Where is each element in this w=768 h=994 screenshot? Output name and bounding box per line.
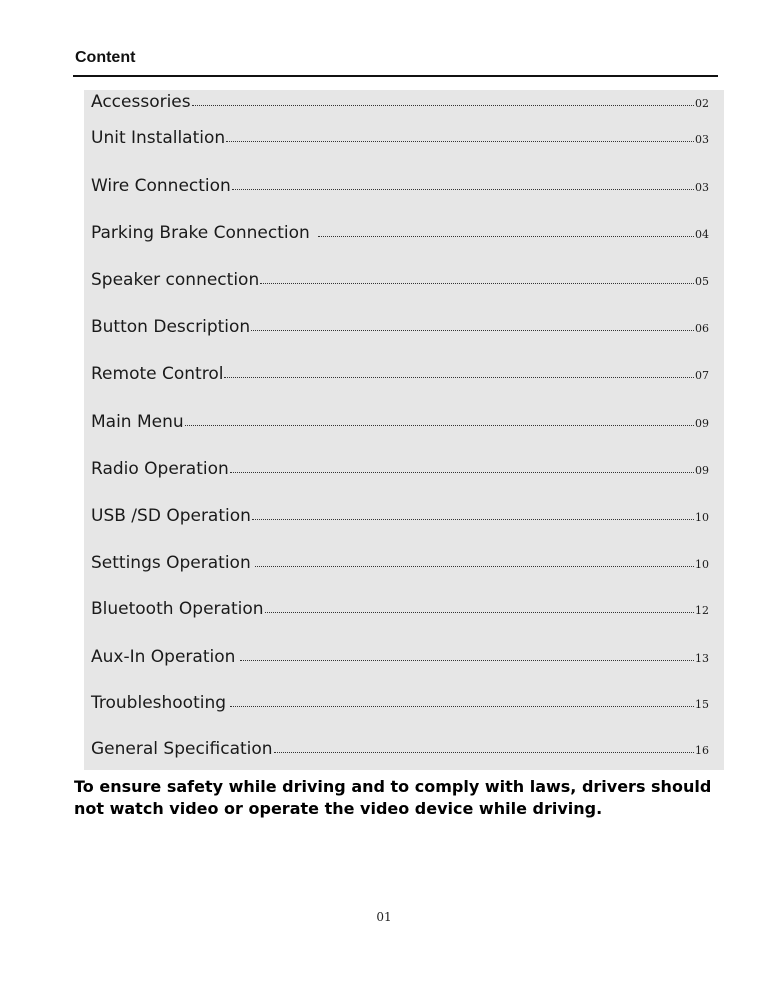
content-heading: Content bbox=[75, 49, 136, 66]
toc-entry-page: 04 bbox=[695, 228, 709, 241]
toc-entry-title: Bluetooth Operation bbox=[91, 599, 264, 619]
toc-entry-aux-in-operation[interactable] bbox=[91, 647, 709, 667]
toc-entry-page: 09 bbox=[695, 417, 709, 430]
toc-entry-title: Settings Operation bbox=[91, 553, 251, 573]
page-number: 01 bbox=[376, 910, 392, 924]
toc-entry-page: 05 bbox=[695, 275, 709, 288]
toc-entry-title: Unit Installation bbox=[91, 128, 226, 148]
toc-entry-wire-connection[interactable] bbox=[91, 176, 709, 196]
toc-entry-remote-control[interactable] bbox=[91, 364, 709, 384]
toc-dot-leader bbox=[230, 472, 694, 473]
toc-entry-title: Speaker connection bbox=[91, 270, 260, 290]
toc-dot-leader bbox=[232, 189, 694, 190]
toc-entry-page: 09 bbox=[695, 464, 709, 477]
toc-dot-leader bbox=[251, 330, 694, 331]
toc-entry-title: Accessories bbox=[91, 92, 191, 112]
toc-entry-usb-sd-operation[interactable] bbox=[91, 506, 709, 526]
toc-entry-parking-brake-connection[interactable] bbox=[91, 223, 709, 243]
toc-entry-title: Parking Brake Connection bbox=[91, 223, 310, 243]
toc-entry-title: Button Description bbox=[91, 317, 251, 337]
toc-entry-radio-operation[interactable] bbox=[91, 459, 709, 479]
toc-entry-page: 15 bbox=[695, 698, 709, 711]
toc-entry-title: Troubleshooting bbox=[91, 693, 227, 713]
toc-entry-page: 02 bbox=[695, 97, 709, 110]
toc-dot-leader bbox=[252, 519, 694, 520]
toc-dot-leader bbox=[274, 752, 694, 753]
toc-entry-general-specification[interactable] bbox=[91, 739, 709, 759]
toc-entry-settings-operation[interactable] bbox=[91, 553, 709, 573]
toc-dot-leader bbox=[265, 612, 694, 613]
toc-dot-leader bbox=[226, 141, 694, 142]
toc-entry-title: Radio Operation bbox=[91, 459, 229, 479]
toc-dot-leader bbox=[230, 706, 694, 707]
toc-entry-page: 03 bbox=[695, 181, 709, 194]
toc-entry-title: Main Menu bbox=[91, 412, 184, 432]
toc-entry-troubleshooting[interactable] bbox=[91, 693, 709, 713]
toc-entry-main-menu[interactable] bbox=[91, 412, 709, 432]
toc-dot-leader bbox=[224, 377, 694, 378]
safety-warning: To ensure safety while driving and to comply with laws, drivers should not watch video or operate the video device while driving. bbox=[74, 777, 712, 818]
toc-entry-title: General Specification bbox=[91, 739, 273, 759]
toc-dot-leader bbox=[260, 283, 694, 284]
toc-entry-page: 16 bbox=[695, 744, 709, 757]
toc-entry-unit-installation[interactable] bbox=[91, 128, 709, 148]
toc-entry-page: 06 bbox=[695, 322, 709, 335]
toc-entry-accessories[interactable] bbox=[91, 92, 709, 112]
toc-entry-page: 13 bbox=[695, 652, 709, 665]
toc-entry-bluetooth-operation[interactable] bbox=[91, 599, 709, 619]
toc-entry-speaker-connection[interactable] bbox=[91, 270, 709, 290]
toc-entry-page: 07 bbox=[695, 369, 709, 382]
toc-entry-page: 03 bbox=[695, 133, 709, 146]
toc-dot-leader bbox=[185, 425, 694, 426]
toc-entry-page: 10 bbox=[695, 558, 709, 571]
toc-entry-page: 10 bbox=[695, 511, 709, 524]
toc-entry-title: Remote Control bbox=[91, 364, 224, 384]
toc-entry-page: 12 bbox=[695, 604, 709, 617]
toc-dot-leader bbox=[318, 236, 694, 237]
toc-dot-leader bbox=[192, 105, 694, 106]
toc-dot-leader bbox=[240, 660, 694, 661]
table-of-contents bbox=[84, 90, 724, 770]
toc-entry-title: USB /SD Operation bbox=[91, 506, 251, 526]
heading-divider bbox=[73, 75, 718, 77]
toc-dot-leader bbox=[255, 566, 694, 567]
toc-entry-button-description[interactable] bbox=[91, 317, 709, 337]
toc-entry-title: Aux-In Operation bbox=[91, 647, 236, 667]
toc-entry-title: Wire Connection bbox=[91, 176, 231, 196]
